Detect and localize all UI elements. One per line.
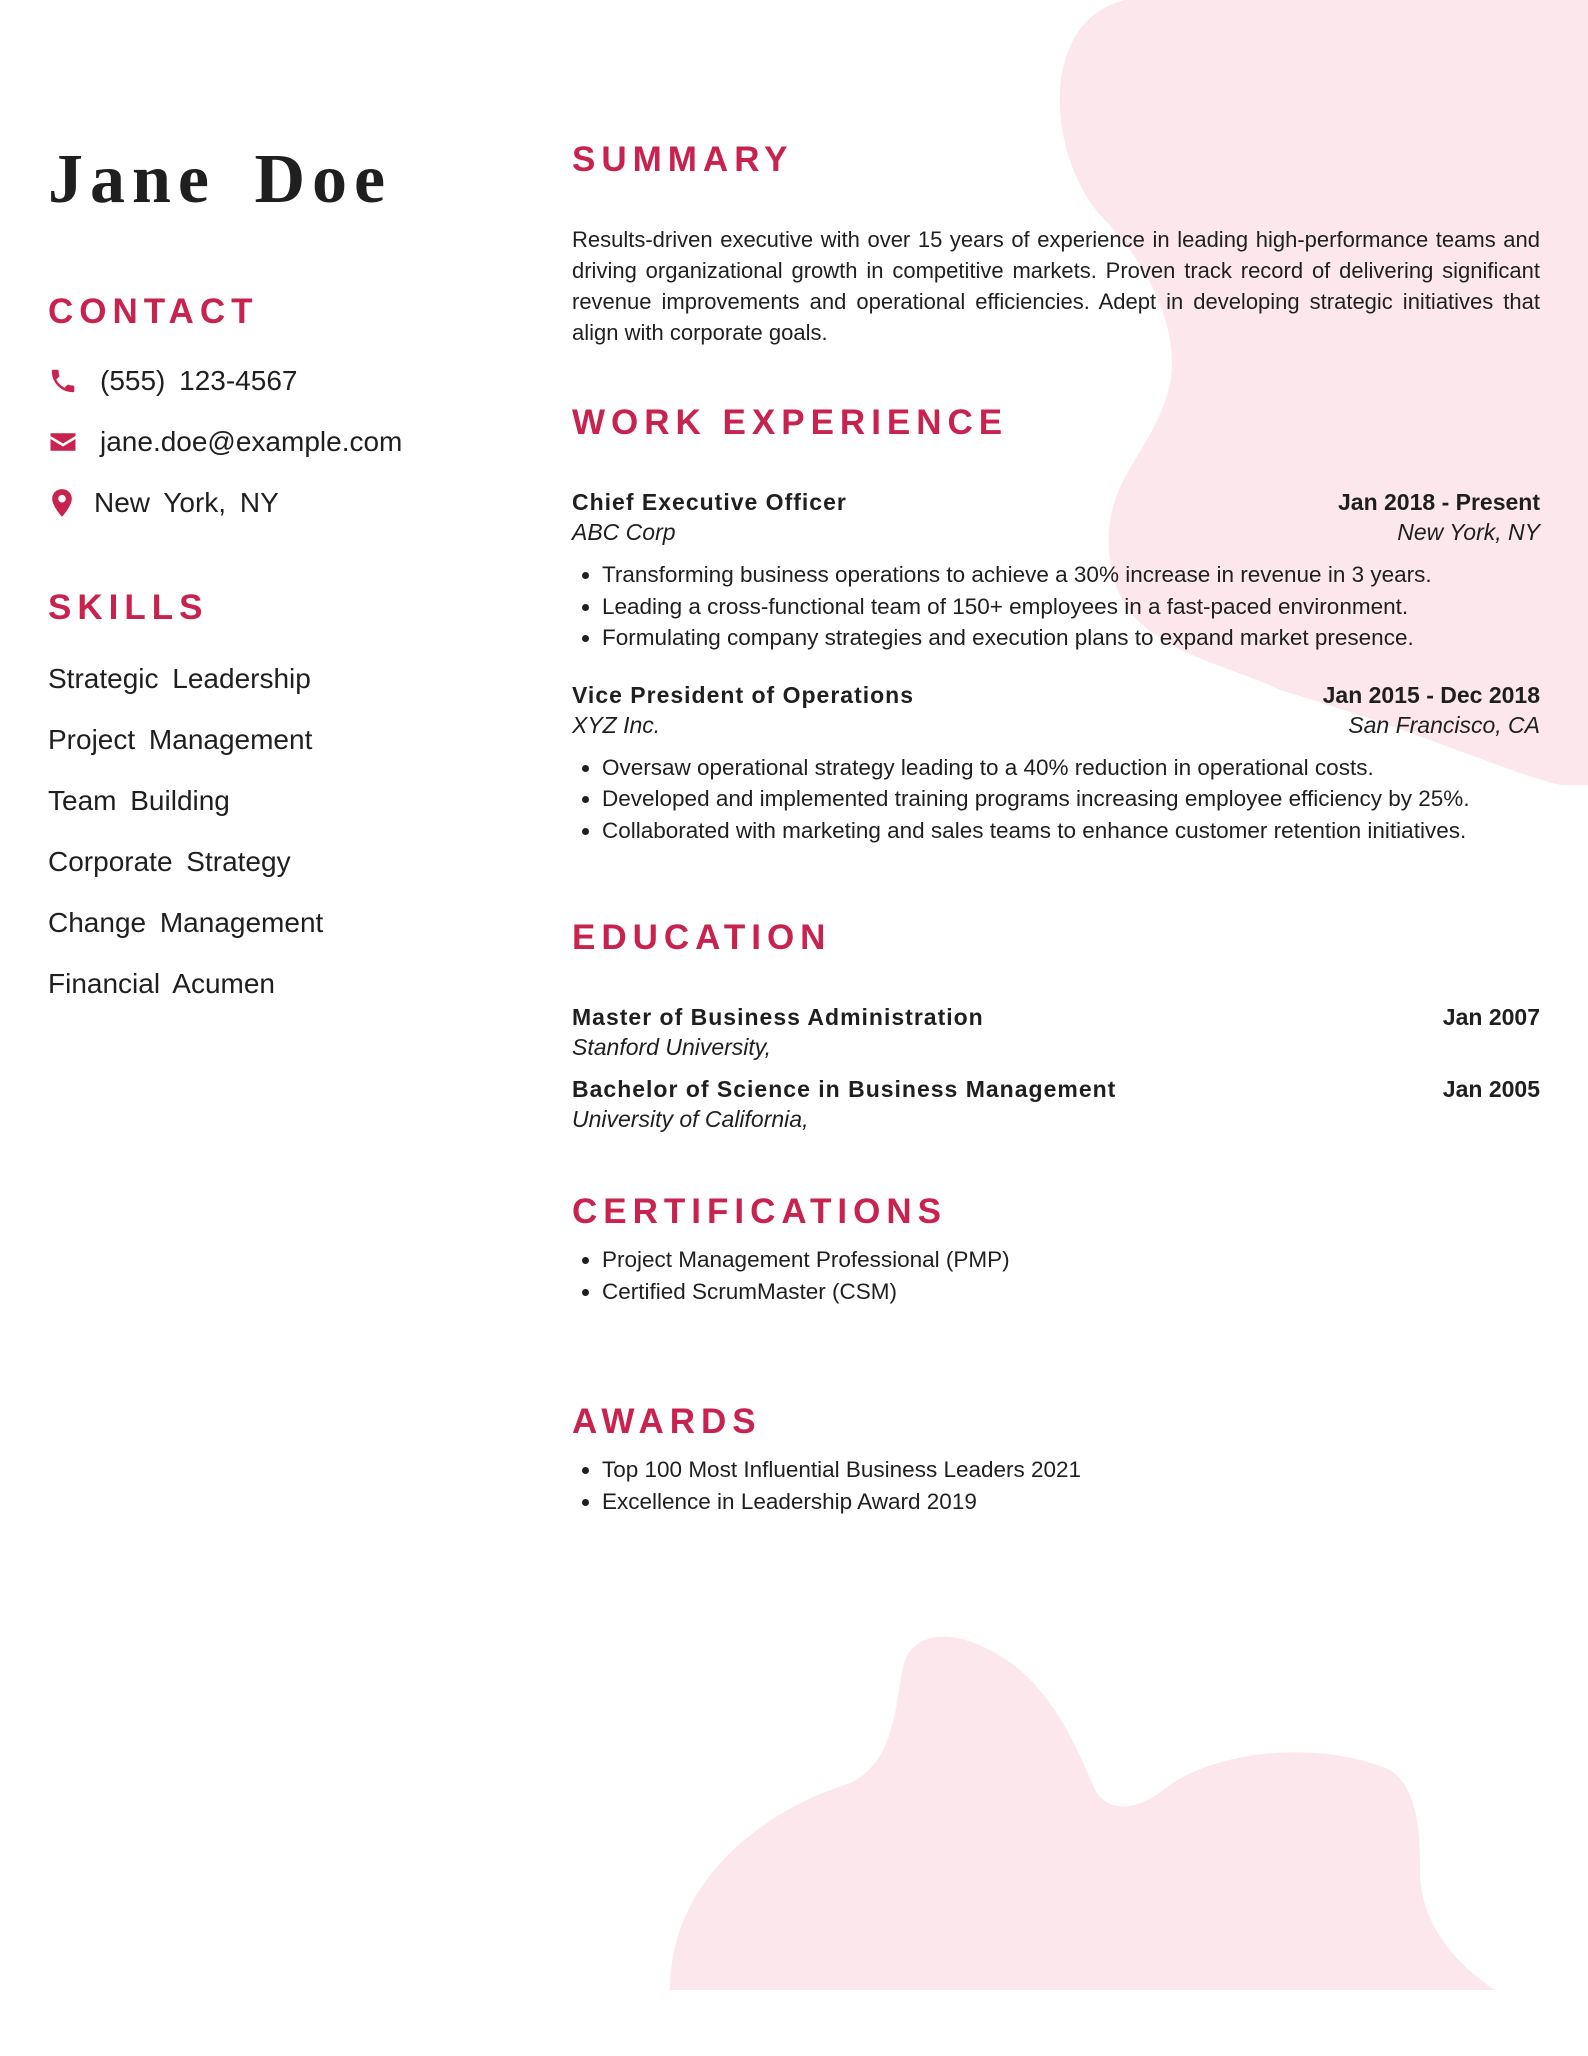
- envelope-icon: [48, 427, 78, 457]
- contact-list: [48, 366, 518, 518]
- contact-heading: CONTACT: [48, 292, 259, 331]
- certifications-list: [572, 1244, 1540, 1307]
- certifications-heading: CERTIFICATIONS: [572, 1192, 948, 1231]
- work-heading: WORK EXPERIENCE: [572, 403, 1009, 442]
- summary-heading: SUMMARY: [572, 140, 794, 179]
- skills-list: [48, 664, 518, 999]
- award-item: • Excellence in Leadership Award 2019: [602, 1486, 1540, 1518]
- school-name: University of California,: [572, 1106, 809, 1132]
- job-location: New York, NY: [1397, 519, 1540, 545]
- award-item: • Top 100 Most Influential Business Leaders 2021: [602, 1454, 1540, 1486]
- skill-item: Strategic Leadership: [48, 663, 311, 694]
- job-dates: Jan 2018 - Present: [1337, 489, 1540, 515]
- awards-list: [572, 1454, 1540, 1517]
- school-name: Stanford University,: [572, 1034, 771, 1060]
- job-bullet: • Transforming business operations to achieve a 30% increase in revenue in 3 years.: [602, 559, 1540, 591]
- awards-heading: AWARDS: [572, 1402, 762, 1441]
- location-text: New York, NY: [94, 487, 279, 518]
- summary-text: Results-driven executive with over 15 years of experience in leading high-performance teams and driving organizational growth in competitive markets. Proven track record of delivering significant revenue improvements and operational efficiencies. Adept in developing strategic initiatives that align with corporate goals.: [572, 227, 1540, 345]
- phone-icon: [48, 366, 78, 396]
- job-title: Vice President of Operations: [572, 681, 915, 708]
- job-location: San Francisco, CA: [1348, 711, 1540, 738]
- degree-date: Jan 2007: [1442, 1004, 1540, 1030]
- skill-item: Project Management: [48, 724, 313, 755]
- skills-heading: SKILLS: [48, 588, 209, 627]
- contact-email: [48, 427, 518, 457]
- skill-item: Change Management: [48, 907, 324, 938]
- job-company: ABC Corp: [572, 519, 676, 545]
- certification-item: • Certified ScrumMaster (CSM): [602, 1276, 1540, 1308]
- education-entry: [572, 1074, 1540, 1134]
- email-text[interactable]: jane.doe@example.com: [100, 426, 403, 457]
- skill-item: Corporate Strategy: [48, 846, 291, 877]
- skill-item: Financial Acumen: [48, 968, 276, 999]
- job-bullet: • Developed and implemented training programs increasing employee efficiency by 25%.: [602, 783, 1540, 815]
- contact-phone: [48, 366, 518, 396]
- left-column: [48, 140, 518, 1030]
- job-dates: Jan 2015 - Dec 2018: [1322, 681, 1540, 708]
- education-section: [572, 918, 1540, 1134]
- job-bullets: [572, 752, 1540, 847]
- job-bullets: [572, 559, 1540, 654]
- job-bullet: • Leading a cross-functional team of 150+ employees in a fast-paced environment.: [602, 591, 1540, 623]
- summary-section: [572, 140, 1540, 348]
- awards-section: [572, 1402, 1540, 1517]
- job-company: XYZ Inc.: [572, 711, 661, 738]
- job-bullet: • Formulating company strategies and execution plans to expand market presence.: [602, 622, 1540, 654]
- job-bullet: • Collaborated with marketing and sales teams to enhance customer retention initiatives.: [602, 815, 1540, 847]
- candidate-name: Jane Doe: [48, 141, 393, 218]
- certifications-section: [572, 1192, 1540, 1307]
- work-section: [572, 403, 1540, 846]
- degree-date: Jan 2005: [1442, 1076, 1540, 1102]
- skill-item: Team Building: [48, 785, 230, 816]
- phone-text[interactable]: (555) 123-4567: [100, 365, 298, 396]
- job-entry: [572, 680, 1540, 847]
- education-heading: EDUCATION: [572, 918, 832, 957]
- degree-title: Master of Business Administration: [572, 1004, 984, 1030]
- bottom-blob: [670, 1637, 1495, 1990]
- job-entry: [572, 487, 1540, 654]
- job-title: Chief Executive Officer: [572, 489, 847, 515]
- map-pin-icon: [50, 488, 74, 518]
- degree-title: Bachelor of Science in Business Management: [572, 1076, 1117, 1102]
- education-entry: [572, 1002, 1540, 1062]
- contact-location: [48, 488, 518, 518]
- certification-item: • Project Management Professional (PMP): [602, 1244, 1540, 1276]
- job-bullet: • Oversaw operational strategy leading to a 40% reduction in operational costs.: [602, 752, 1540, 784]
